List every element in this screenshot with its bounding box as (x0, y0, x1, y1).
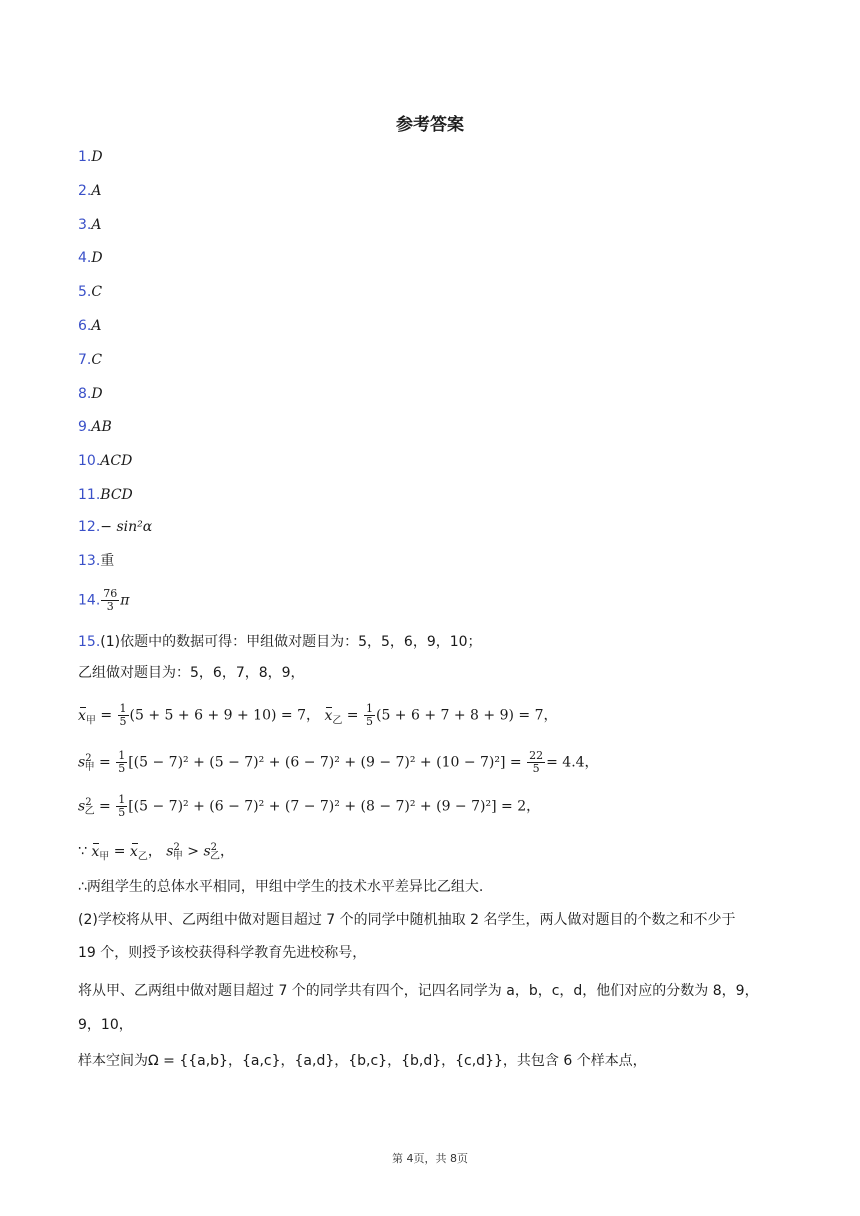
question-number: 10. (78, 453, 101, 470)
part2-line2: 19 个，则授予该校获得科学教育先进校称号， (78, 945, 367, 961)
part2-line1: (2)学校将从甲、乙两组中做对题目超过 7 个的同学中随机抽取 2 名学生，两人做对题目的个数之和不少于 (78, 912, 736, 928)
answer-text: − sin²α (100, 519, 153, 535)
answer-text: ACD (100, 453, 133, 470)
answer-text: 重 (100, 553, 115, 569)
answer-15-line2: 乙组做对题目为：5，6，7，8，9， (78, 665, 305, 681)
comparison: ∵ $x_甲 = x_乙$， $s^2_甲 > s^2_乙$， (78, 842, 235, 863)
question-number: 11. (78, 487, 101, 503)
answer-text: AB (91, 419, 112, 436)
answer-1 (78, 147, 103, 167)
answer-15-intro: 15.(1)依题中的数据可得：甲组做对题目为：5，5，6，9，10； (78, 634, 482, 650)
answer-12 (78, 517, 152, 537)
answer-text: D (91, 250, 103, 267)
answer-3 (78, 215, 101, 235)
answer-2 (78, 181, 101, 201)
page-title: 参考答案 (396, 115, 464, 135)
part2-line4: 9，10， (78, 1017, 133, 1033)
question-number: 15. (78, 634, 101, 650)
answer-text: C (91, 351, 103, 368)
question-number: 5. (78, 284, 92, 301)
mean-equations: $x_甲$ = $\frac{1}{5}$ (5 + 5 + 6 + 9 + 10) = 7， $x_乙$ = $\frac{1}{5}$ (5 + 6 + 7 + 8 + 9) = 7， (78, 702, 558, 728)
question-number: 7. (78, 351, 92, 368)
variance-jia: $s^2_甲$ = $\frac{1}{5}$ [(5 − 7)² + (5 − 7)² + (6 − 7)² + (9 − 7)² + (10 − 7)²] = $\frac{22}{5}$ = 4.4， (78, 749, 599, 776)
question-number: 9. (78, 419, 92, 436)
answer-14: 14. $\frac{76}{3}$ π (78, 587, 130, 613)
answer-9 (78, 417, 112, 437)
answer-8 (78, 384, 103, 404)
answer-text: C (91, 284, 103, 301)
variance-yi: $s^2_乙$ = $\frac{1}{5}$ [(5 − 7)² + (6 − 7)² + (7 − 7)² + (8 − 7)² + (9 − 7)²] = 2， (78, 793, 541, 820)
part2-line5: 样本空间为Ω = {{a,b}，{a,c}，{a,d}，{b,c}，{b,d}，{c,d}}，共包含 6 个样本点， (78, 1053, 647, 1069)
question-number: 13. (78, 553, 101, 569)
conclusion-1: ∴两组学生的总体水平相同，甲组中学生的技术水平差异比乙组大. (78, 879, 484, 895)
answer-text: D (91, 149, 103, 165)
question-number: 4. (78, 250, 92, 267)
answer-11 (78, 485, 133, 505)
answer-text: A (91, 318, 102, 334)
question-number: 6. (78, 318, 92, 334)
answer-13 (78, 551, 114, 571)
answer-text: BCD (100, 487, 133, 503)
answer-4 (78, 248, 103, 268)
answer-7 (78, 350, 102, 370)
answer-5 (78, 282, 102, 302)
question-number: 12. (78, 519, 101, 535)
question-number: 8. (78, 385, 92, 402)
question-number: 1. (78, 149, 92, 165)
question-number: 14. (78, 592, 101, 609)
question-number: 2. (78, 182, 92, 199)
answer-10 (78, 451, 132, 471)
question-number: 3. (78, 216, 92, 233)
answer-text: A (91, 182, 102, 199)
page-footer: 第 4页，共 8页 (392, 1152, 468, 1165)
answer-text: D (91, 385, 103, 402)
part2-line3: 将从甲、乙两组中做对题目超过 7 个的同学共有四个，记四名同学为 a，b，c，d，他们对应的分数为 8，9， (78, 983, 759, 999)
answer-text: A (91, 216, 102, 233)
answer-6 (78, 316, 101, 336)
fraction: $\frac{76}{3}$ (103, 587, 118, 613)
